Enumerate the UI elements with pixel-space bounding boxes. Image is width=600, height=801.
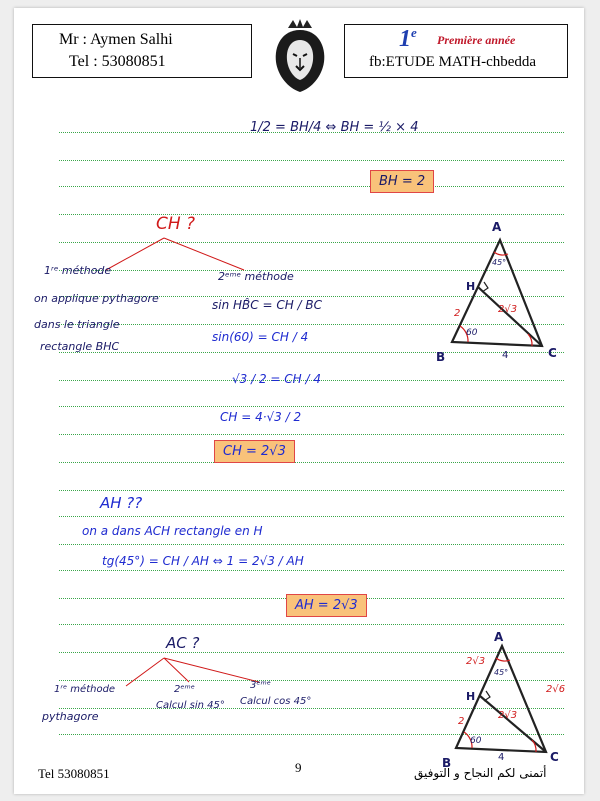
level-text: Première année bbox=[437, 33, 516, 47]
fig1-B: B bbox=[436, 350, 446, 364]
fig2-angle-b: 60 bbox=[470, 736, 482, 746]
fig2-A: A bbox=[494, 630, 504, 644]
triangle-figure-1 bbox=[432, 218, 562, 368]
question-ah: AH ?? bbox=[100, 494, 143, 512]
level-sup: e bbox=[411, 25, 417, 40]
fig1-side-bh: 2 bbox=[454, 308, 461, 319]
result-ch: CH = 2√3 bbox=[214, 440, 295, 463]
ac-method3: 3ᵉᵐᵉ bbox=[250, 680, 271, 691]
method2-line2: sin(60) = CH / 4 bbox=[212, 330, 309, 344]
footer-tel: Tel 53080851 bbox=[38, 766, 110, 781]
teacher-name: Mr : Aymen Salhi bbox=[59, 31, 173, 48]
fig2-side-ah: 2√3 bbox=[466, 656, 486, 667]
fig1-side-bc: 4 bbox=[502, 350, 509, 361]
fig2-H: H bbox=[466, 690, 476, 703]
fig2-C: C bbox=[550, 750, 559, 764]
fig1-side-hc: 2√3 bbox=[498, 304, 518, 315]
level-number: 1 bbox=[399, 26, 411, 52]
fig1-H: H bbox=[466, 280, 476, 293]
facebook-page: fb:ETUDE MATH-chbedda bbox=[369, 54, 537, 70]
method2-title: 2ᵉᵐᵉ méthode bbox=[218, 270, 294, 283]
bh-equation: 1/2 = BH/4 ⇔ BH = ½ × 4 bbox=[250, 120, 419, 135]
ac-method1b: pythagore bbox=[42, 710, 99, 723]
footer-arabic: أتمنى لكم النجاح و التوفيق bbox=[414, 766, 547, 780]
ac-method1: 1ʳᵉ méthode bbox=[54, 684, 116, 695]
worksheet-page bbox=[14, 8, 584, 794]
fig1-A: A bbox=[492, 220, 502, 234]
ac-method2: 2ᵉᵐᵉ bbox=[174, 684, 195, 695]
method1-title: 1ʳᵉ méthode bbox=[44, 264, 112, 277]
method2-line3: √3 / 2 = CH / 4 bbox=[232, 372, 321, 386]
method1-line3: rectangle BHC bbox=[40, 340, 120, 353]
fig1-C: C bbox=[548, 346, 557, 360]
fig1-angle-a: 45° bbox=[492, 258, 507, 267]
method1-line1: on applique pythagore bbox=[34, 292, 159, 305]
fig2-side-ac: 2√6 bbox=[546, 684, 566, 695]
fig2-side-bh: 2 bbox=[458, 716, 465, 727]
ac-method2b: Calcul sin 45° bbox=[156, 700, 225, 711]
page-number: 9 bbox=[295, 760, 302, 775]
fig2-side-hc: 2√3 bbox=[498, 710, 518, 721]
method1-line2: dans le triangle bbox=[34, 318, 120, 331]
ah-line2: tg(45°) = CH / AH ⇔ 1 = 2√3 / AH bbox=[102, 554, 304, 568]
question-ac: AC ? bbox=[166, 634, 200, 652]
result-bh: BH = 2 bbox=[370, 170, 434, 193]
question-ch: CH ? bbox=[156, 214, 196, 234]
fig2-B: B bbox=[442, 756, 452, 770]
fig2-side-bc: 4 bbox=[498, 752, 505, 763]
method2-line1: sin HB̂C = CH / BC bbox=[212, 298, 323, 312]
fig2-angle-a: 45° bbox=[494, 668, 509, 677]
teacher-tel: Tel : 53080851 bbox=[69, 53, 166, 70]
ac-method3b: Calcul cos 45° bbox=[240, 696, 312, 707]
result-ah: AH = 2√3 bbox=[286, 594, 367, 617]
ah-line1: on a dans ACH rectangle en H bbox=[82, 524, 263, 538]
method2-line4: CH = 4·√3 / 2 bbox=[220, 410, 302, 424]
fig1-angle-b: 60 bbox=[466, 328, 478, 338]
